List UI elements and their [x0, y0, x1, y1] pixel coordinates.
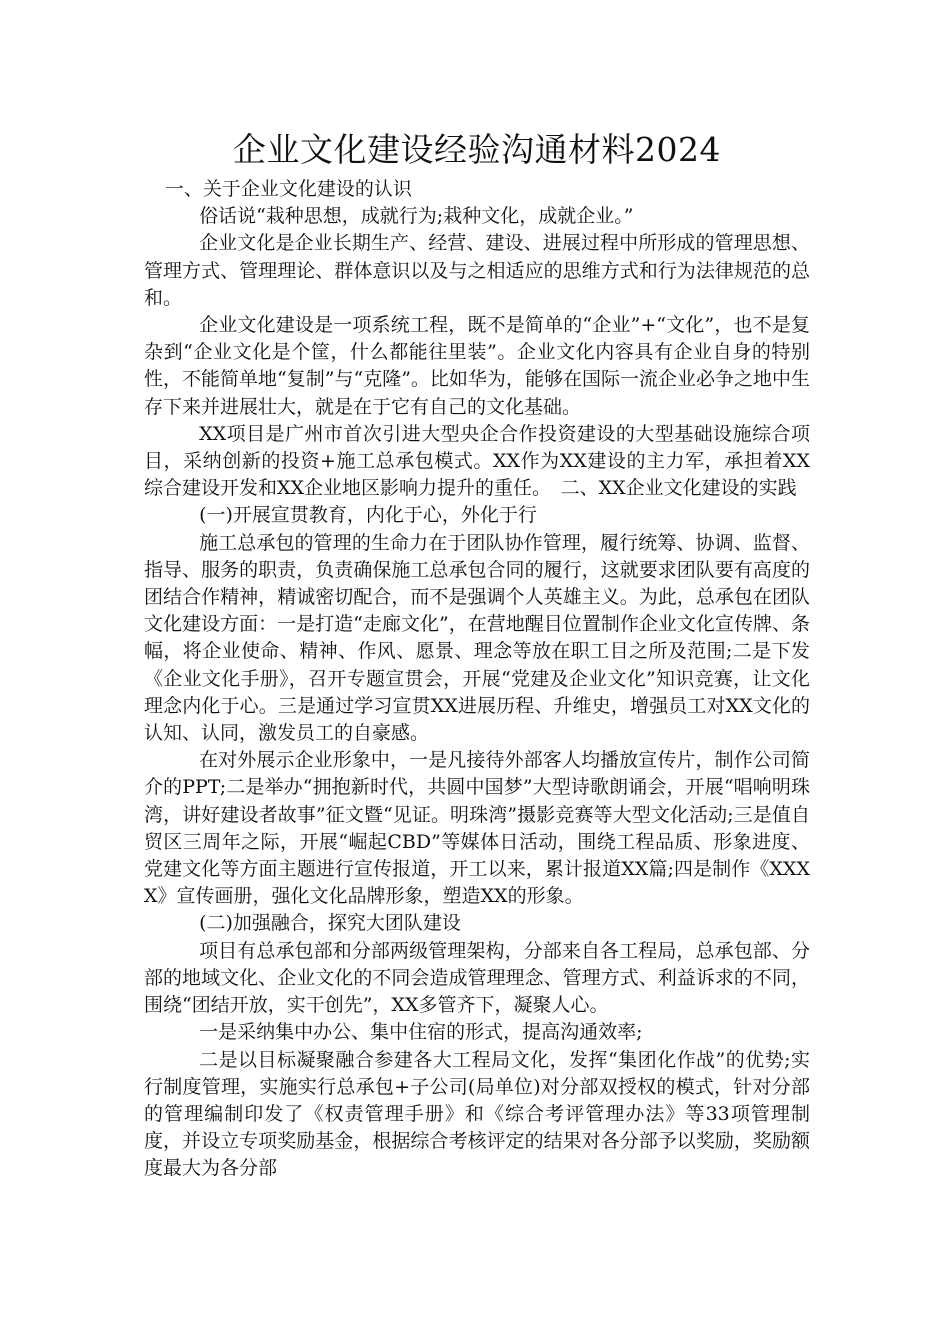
paragraph-project-intro-text: XX项目是广州市首次引进大型央企合作投资建设的大型基础设施综合项目，采纳创新的投资+施工总承包模式。XX作为XX建设的主力军，承担着XX综合建设开发和XX企业地区影响力提升的重任。	[144, 422, 810, 500]
paragraph-team-culture: 施工总承包的管理的生命力在于团队协作管理，履行统筹、协调、监督、指导、服务的职责，负责确保施工总承包合同的履行，这就要求团队要有高度的团结合作精神，精诚密切配合，而不是强调个人英雄主义。为此，总承包在团队文化建设方面：一是打造“走廊文化”，在营地醒目位置制作企业文化宣传牌、条幅，将企业使命、精神、作风、愿景、理念等放在职工目之所及范围;二是下发《企业文化手册》，召开专题宣贯会，开展“党建及企业文化”知识竞赛，让文化理念内化于心。三是通过学习宣贯XX进展历程、升维史，增强员工对XX文化的认知、认同，激发员工的自豪感。	[144, 531, 810, 745]
subsection-heading-2: (二)加强融合，探究大团队建设	[199, 912, 461, 935]
document-page	[144, 128, 810, 1183]
paragraph-project-intro	[144, 421, 810, 503]
subsection-heading-1: (一)开展宣贯教育，内化于心，外化于行	[199, 504, 537, 527]
paragraph-external-image: 在对外展示企业形象中，一是凡接待外部客人均播放宣传片，制作公司简介的PPT;二是举办“拥抱新时代，共圆中国梦”大型诗歌朗诵会，开展“唱响明珠湾，讲好建设者故事”征文暨“见证。明珠湾”摄影竞赛等大型文化活动;三是值自贸区三周年之际，开展“崛起CBD”等媒体日活动，围绕工程品质、形象进度、党建文化等方面主题进行宣传报道，开工以来，累计报道XX篇;四是制作《XXXX》宣传画册，强化文化品牌形象，塑造XX的形象。	[144, 749, 810, 908]
paragraph-target-integration: 二是以目标凝聚融合参建各大工程局文化，发挥“集团化作战”的优势;实行制度管理，实施实行总承包+子公司(局单位)对分部双授权的模式，针对分部的管理编制印发了《权责管理手册》和《综合考评管理办法》等33项管理制度，并设立专项奖励基金，根据综合考核评定的结果对各分部予以奖励，奖励额度最大为各分部	[144, 1048, 810, 1180]
section-heading-1: 一、关于企业文化建设的认识	[164, 178, 412, 200]
paragraph-definition: 企业文化是企业长期生产、经营、建设、进展过程中所形成的管理思想、管理方式、管理理论、群体意识以及与之相适应的思维方式和行为法律规范的总和。	[144, 232, 810, 309]
paragraph-centralized-office: 一是采纳集中办公、集中住宿的形式，提高沟通效率;	[199, 1021, 643, 1044]
paragraph-system-engineering: 企业文化建设是一项系统工程，既不是简单的“企业”+“文化”，也不是复杂到“企业文化是个筐，什么都能往里装”。企业文化内容具有企业自身的特别性，不能简单地“复制”与“克隆”。比如华为，能够在国际一流企业必争之地中生存下来并进展壮大，就是在于它有自己的文化基础。	[144, 314, 810, 418]
section-heading-2: 二、XX企业文化建设的实践	[560, 477, 797, 500]
paragraph-management-structure: 项目有总承包部和分部两级管理架构，分部来自各工程局，总承包部、分部的地域文化、企业文化的不同会造成管理理念、管理方式、利益诉求的不同，围绕“团结开放，实干创先”，XX多管齐下，凝聚人心。	[144, 939, 810, 1017]
paragraph-proverb: 俗话说“栽种思想，成就行为;栽种文化，成就企业。”	[199, 205, 634, 228]
document-title: 企业文化建设经验沟通材料2024	[233, 130, 721, 169]
